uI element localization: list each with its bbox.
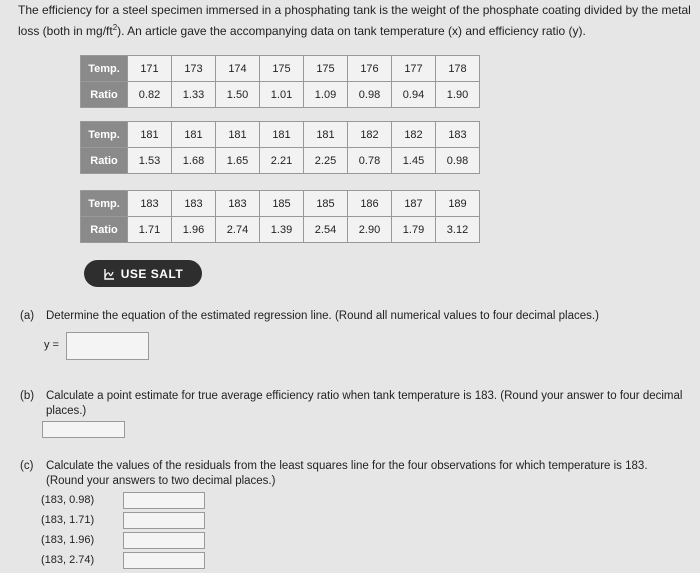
- ratio-cell: 1.45: [392, 148, 436, 174]
- ratio-row: [81, 148, 480, 174]
- observation-label: (183, 2.74): [41, 554, 95, 566]
- ratio-cell: 1.68: [172, 148, 216, 174]
- temp-cell: 181: [172, 122, 216, 148]
- question-c: [20, 459, 690, 491]
- temp-header: Temp.: [81, 191, 128, 217]
- temp-cell: 185: [260, 191, 304, 217]
- temp-row: [81, 56, 480, 82]
- observation-label: (183, 1.71): [41, 514, 95, 526]
- temp-cell: 181: [304, 122, 348, 148]
- question-c-text: Calculate the values of the residuals from the least squares line for the four observations for which temperature is 183. (Round your answers to two decimal places.): [46, 460, 648, 487]
- ratio-cell: 2.25: [304, 148, 348, 174]
- temp-cell: 177: [392, 56, 436, 82]
- temp-cell: 178: [436, 56, 480, 82]
- residual-input-1[interactable]: [123, 492, 205, 509]
- ratio-cell: 1.90: [436, 82, 480, 108]
- temp-cell: 171: [128, 56, 172, 82]
- ratio-row: [81, 82, 480, 108]
- temp-cell: 175: [260, 56, 304, 82]
- temp-cell: 185: [304, 191, 348, 217]
- question-c-label: (c): [20, 460, 34, 472]
- data-table-1: [80, 55, 480, 108]
- temp-cell: 181: [260, 122, 304, 148]
- data-table-2: [80, 121, 480, 174]
- problem-intro: [18, 2, 693, 40]
- data-table-3: [80, 190, 480, 243]
- y-equals-label: y =: [44, 339, 59, 351]
- residual-input-3[interactable]: [123, 532, 205, 549]
- ratio-cell: 1.71: [128, 217, 172, 243]
- ratio-cell: 0.94: [392, 82, 436, 108]
- ratio-cell: 1.79: [392, 217, 436, 243]
- observation-label: (183, 0.98): [41, 494, 95, 506]
- ratio-cell: 1.96: [172, 217, 216, 243]
- intro-text-1: The efficiency for a steel specimen immersed in a phosphating tank is the weight of the phosphate coating divided by the metal loss (both in mg/ft: [18, 3, 691, 38]
- temp-cell: 183: [436, 122, 480, 148]
- salt-icon: [103, 268, 115, 280]
- point-estimate-input[interactable]: [42, 421, 125, 438]
- ratio-cell: 2.21: [260, 148, 304, 174]
- ratio-header: Ratio: [81, 217, 128, 243]
- ratio-cell: 3.12: [436, 217, 480, 243]
- ratio-cell: 1.33: [172, 82, 216, 108]
- ratio-cell: 0.98: [436, 148, 480, 174]
- question-a-text: Determine the equation of the estimated regression line. (Round all numerical values to four decimal places.): [46, 310, 599, 322]
- ratio-cell: 2.90: [348, 217, 392, 243]
- temp-cell: 183: [128, 191, 172, 217]
- ratio-cell: 1.65: [216, 148, 260, 174]
- temp-cell: 182: [348, 122, 392, 148]
- ratio-cell: 1.39: [260, 217, 304, 243]
- regression-equation-input[interactable]: [66, 332, 149, 360]
- residual-input-4[interactable]: [123, 552, 205, 569]
- ratio-cell: 2.54: [304, 217, 348, 243]
- ratio-cell: 0.78: [348, 148, 392, 174]
- intro-text-2: ). An article gave the accompanying data on tank temperature (x) and efficiency ratio (y).: [117, 24, 586, 38]
- ratio-row: [81, 217, 480, 243]
- temp-row: [81, 122, 480, 148]
- temp-header: Temp.: [81, 56, 128, 82]
- use-salt-button[interactable]: [84, 260, 202, 287]
- question-b: [20, 389, 690, 421]
- temp-row: [81, 191, 480, 217]
- temp-cell: 183: [216, 191, 260, 217]
- ratio-cell: 0.98: [348, 82, 392, 108]
- intro-superscript: 2: [112, 23, 118, 32]
- question-a-label: (a): [20, 310, 35, 322]
- ratio-header: Ratio: [81, 82, 128, 108]
- temp-cell: 173: [172, 56, 216, 82]
- temp-cell: 176: [348, 56, 392, 82]
- temp-cell: 186: [348, 191, 392, 217]
- observation-label: (183, 1.96): [41, 534, 95, 546]
- temp-cell: 182: [392, 122, 436, 148]
- ratio-cell: 1.09: [304, 82, 348, 108]
- question-b-text: Calculate a point estimate for true average efficiency ratio when tank temperature is 183. (Round your answer to four decimal places.): [46, 390, 683, 417]
- ratio-cell: 0.82: [128, 82, 172, 108]
- use-salt-label: USE SALT: [120, 266, 184, 281]
- temp-header: Temp.: [81, 122, 128, 148]
- ratio-cell: 1.53: [128, 148, 172, 174]
- temp-cell: 181: [128, 122, 172, 148]
- ratio-cell: 2.74: [216, 217, 260, 243]
- ratio-cell: 1.01: [260, 82, 304, 108]
- temp-cell: 175: [304, 56, 348, 82]
- temp-cell: 189: [436, 191, 480, 217]
- ratio-header: Ratio: [81, 148, 128, 174]
- question-b-label: (b): [20, 390, 35, 402]
- temp-cell: 183: [172, 191, 216, 217]
- temp-cell: 187: [392, 191, 436, 217]
- temp-cell: 174: [216, 56, 260, 82]
- residual-input-2[interactable]: [123, 512, 205, 529]
- temp-cell: 181: [216, 122, 260, 148]
- ratio-cell: 1.50: [216, 82, 260, 108]
